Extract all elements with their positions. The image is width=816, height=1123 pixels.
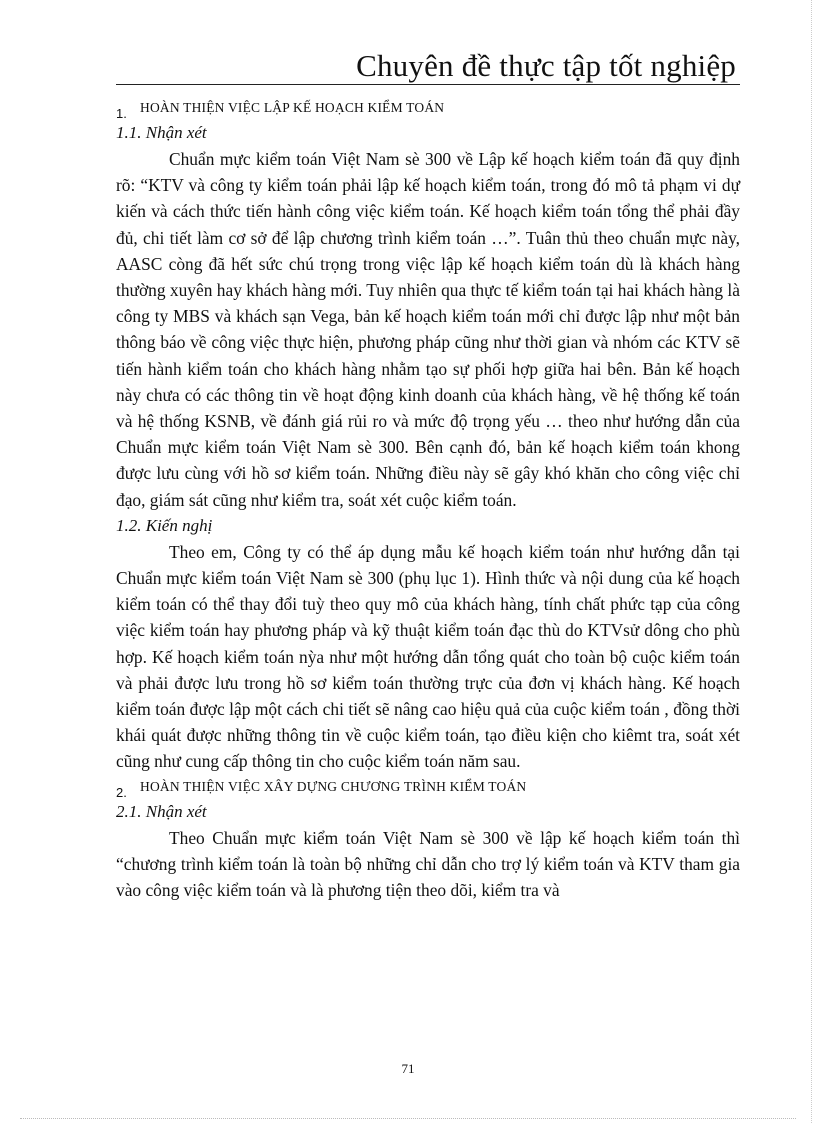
section-heading <box>116 96 740 120</box>
body-paragraph: Theo em, Công ty có thể áp dụng mẫu kế hoạch kiểm toán như hướng dẫn tại Chuẩn mực kiểm toán Việt Nam sè 300 (phụ lục 1). Hình thức và nội dung của kế hoạch kiểm toán có thể thay đổi tuỳ theo quy mô của khách hàng, tính chất phức tạp của công việc kiểm toán hay phương pháp và kỹ thuật kiểm toán đạc thù do KTVsử dông cho phù hợp. Kế hoạch kiểm toán nỳa như một hướng dẫn tổng quát cho toàn bộ cuộc kiểm toán và phải được lưu trong hồ sơ kiểm toán thường trực của đơn vị khách hàng. Kế hoạch kiểm toán được lập một cách chi tiết sẽ nâng cao hiệu quả của cuộc kiểm toán , đồng thời khái quát được những thông tin về cuộc kiểm toán, tạo điều kiện cho kiêmt tra, soát xét cũng như cung cấp thông tin cho cuộc kiểm toán năm sau. <box>116 541 740 772</box>
page-header-title: Chuyên đề thực tập tốt nghiệp <box>356 48 736 83</box>
section-number: 2. <box>116 784 127 800</box>
header-rule <box>116 84 740 85</box>
section-title: HOÀN THIỆN VIỆC LẬP KẾ HOẠCH KIỂM TOÁN <box>140 100 445 115</box>
page-edge-divider <box>20 1118 796 1119</box>
subsection-heading: 2.1. Nhận xét <box>116 801 207 821</box>
body-paragraph: Chuẩn mực kiểm toán Việt Nam sè 300 về Lập kế hoạch kiểm toán đã quy định rõ: “KTV và công ty kiểm toán phải lập kế hoạch kiểm toán, trong đó mô tả phạm vi dự kiến và cách thức tiến hành công việc kiểm toán. Kế hoạch kiểm toán tổng thể phải đầy đủ, chi tiết làm cơ sở để lập chương trình kiểm toán …”. Tuân thủ theo chuẩn mực này, AASC còng đã hết sức chú trọng trong việc lập kế hoạch kiểm toán dù là khách hàng thường xuyên hay khách hàng mới. Tuy nhiên qua thực tế kiểm toán tại hai khách hàng là công ty MBS và khách sạn Vega, bản kế hoạch kiểm toán mới chỉ được lập như một bản thông báo về công việc thực hiện, phương pháp cũng như thời gian và nhóm các KTV sẽ tiến hành kiểm toán cho khách hàng nhằm tạo sự phối hợp giữa hai bên. Bản kế hoạch này chưa có các thông tin về hoạt động kinh doanh của khách hàng, về hệ thống kế toán và hệ thống KSNB, về đánh giá rủi ro và mức độ trọng yếu … theo như hướng dẫn của Chuẩn mực kiểm toán Việt Nam sè 300. Bên cạnh đó, bản kế hoạch kiểm toán khong được lưu cùng với hồ sơ kiểm toán. Những điều này sẽ gây khó khăn cho công việc chỉ đạo, giám sát cũng như kiểm tra, soát xét cuộc kiểm toán. <box>116 149 740 510</box>
subsection-heading: 1.2. Kiến nghị <box>116 515 213 535</box>
page-edge-divider <box>811 0 812 1123</box>
section-title: HOÀN THIỆN VIỆC XÂY DỰNG CHƯƠNG TRÌNH KIỂM TOÁN <box>140 778 527 794</box>
document-body <box>116 96 740 903</box>
section-number: 1. <box>116 106 127 121</box>
subsection-heading: 1.1. Nhận xét <box>116 123 207 142</box>
body-paragraph: Theo Chuẩn mực kiểm toán Việt Nam sè 300 về lập kế hoạch kiểm toán thì “chương trình kiểm toán là toàn bộ những chỉ dẫn cho trợ lý kiểm toán và KTV tham gia vào công việc kiểm toán và là phương tiện theo dõi, kiểm tra và <box>116 827 740 901</box>
section-heading <box>116 775 740 799</box>
page-number: 71 <box>401 1061 415 1076</box>
